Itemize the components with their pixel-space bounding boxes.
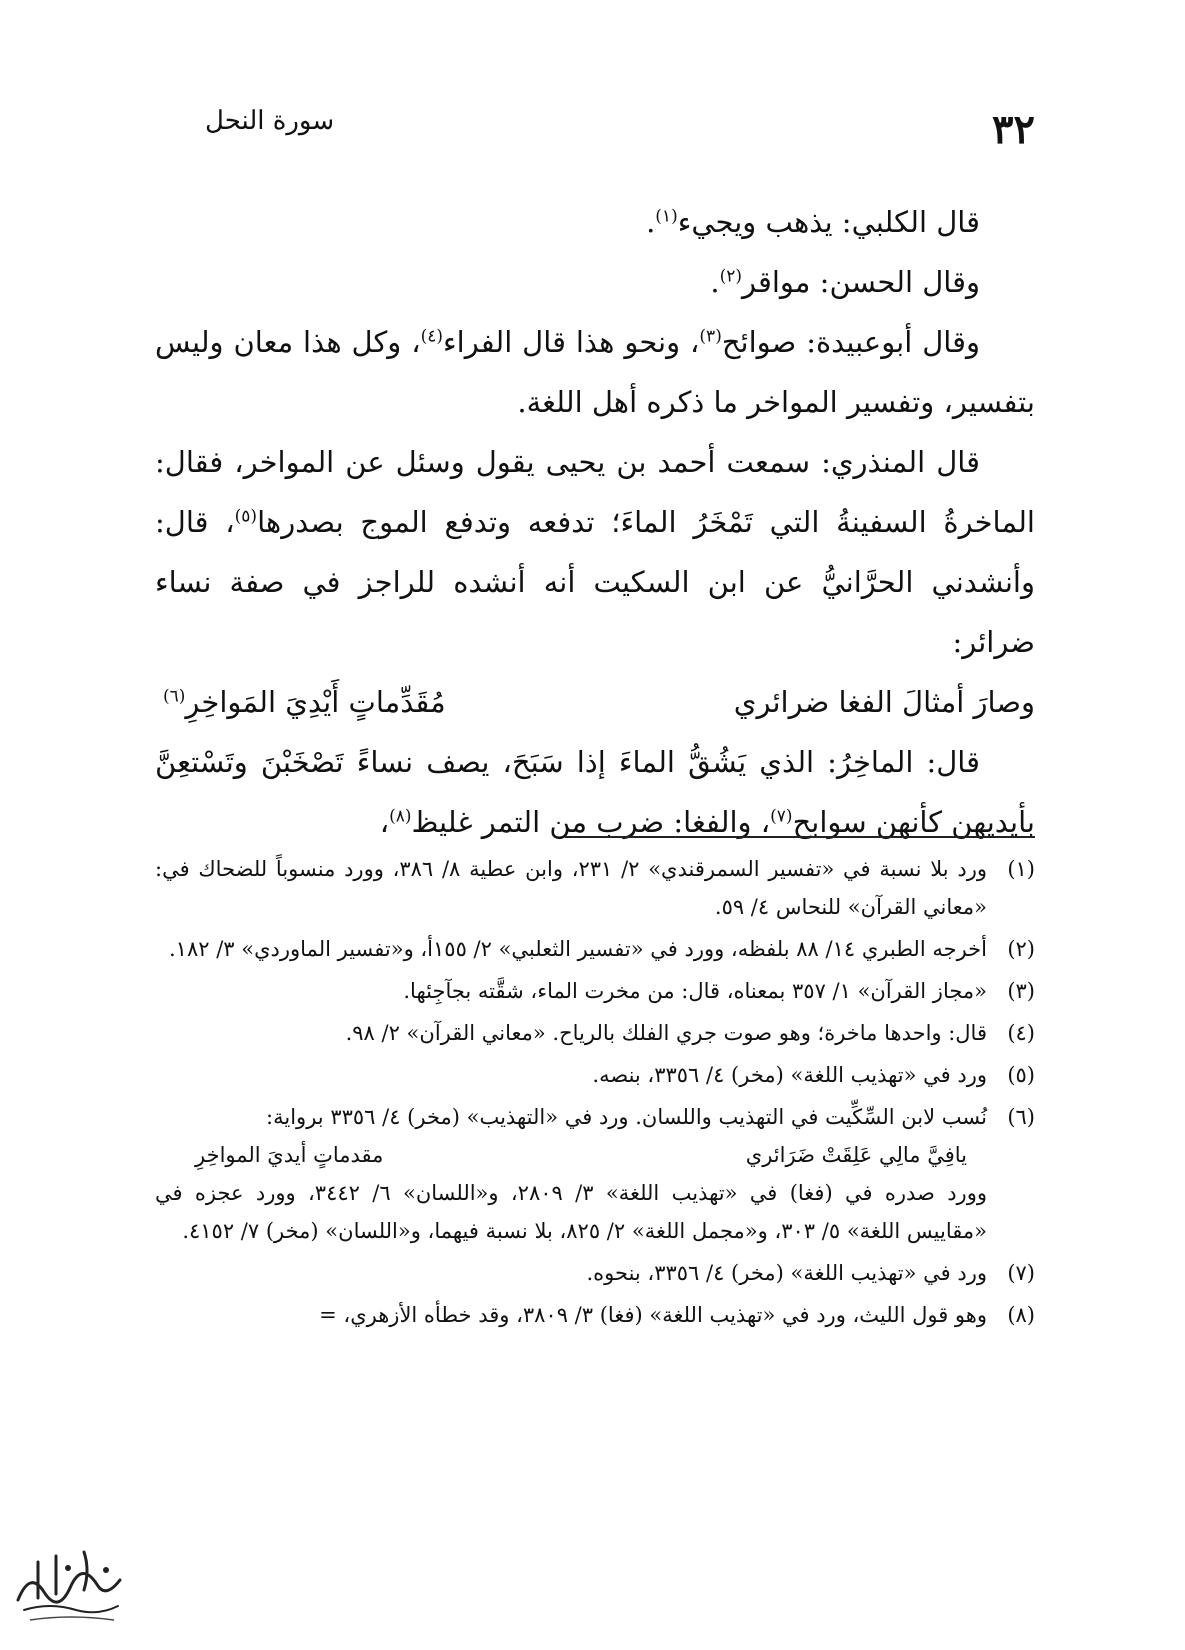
publisher-calligraphy-logo [10,1540,128,1630]
poetry-verse [155,672,1035,732]
footnote-item [155,930,1035,968]
paragraph-3: وقال أبوعبيدة: صوائح$^{(٣)}$، ونحو هذا قال الفراء$^{(٤)}$، وكل هذا معان وليس بتفسير، وتفسير المواخر ما ذكره أهل اللغة. [155,325,1035,419]
paragraph-1: قال الكلبي: يذهب ويجيء$^{(١)}$. [646,205,980,239]
footnote-number: (٤) [1007,1021,1035,1045]
footnote-ref[interactable]: (٥) [234,506,258,527]
footnote-text: وهو قول الليث، ورد في «تهذيب اللغة» (فغا) ٣/ ٣٨٠٩، وقد خطأه الأزهري، = [319,1303,987,1327]
footnote-ref[interactable]: (٧) [770,806,793,827]
footnote-item [155,850,1035,926]
footnote-text: قال: واحدها ماخرة؛ وهو صوت جري الفلك بالرياح. «معاني القرآن» ٢/ ٩٨. [345,1021,987,1045]
footnote-text: أخرجه الطبري ١٤/ ٨٨ بلفظه، وورد في «تفسير الثعلبي» ٢/ ١٥٥أ، و«تفسير الماوردي» ٣/ ١٨٢. [168,937,987,961]
footnote-item [155,1296,1035,1334]
footnote-ref[interactable]: (٢) [719,266,743,287]
footnote-item [155,1254,1035,1292]
verse-first-hemistich: وصارَ أمثالَ الفغا ضرائري [733,685,1035,719]
verse-second-hemistich: مُقَدِّماتٍ أَيْدِيَ المَواخِرِ$^{(٦)}$ [163,685,446,719]
paragraph-5: قال: الماخِرُ: الذي يَشُقُّ الماءَ إذا سَبَحَ، يصف نساءً تَصْخَبْنَ وتَسْتعِنَّ بأيديهن كأنهن سوابح$^{(٧)}$، والفغا: ضرب من التمر غليظ$^{(٨)}$، [155,745,1035,839]
page-number: ٣٢ [992,106,1035,153]
footnote-ref[interactable]: (٨) [389,806,412,827]
footnote-divider [565,836,1035,838]
footnote-number: (٢) [1007,937,1035,961]
footnote-text: «مجاز القرآن» ١/ ٣٥٧ بمعناه، قال: من مخرت الماء، شقَّته بجآجِئها. [403,979,987,1003]
footnote-ref[interactable]: (٦) [163,686,186,707]
footnote-ref[interactable]: (١) [655,206,678,227]
footnote-text: ورد بلا نسبة في «تفسير السمرقندي» ٢/ ٢٣١، وابن عطية ٨/ ٣٨٦، وورد منسوباً للضحاك في: «معاني القرآن» للنحاس ٤/ ٥٩. [155,857,987,919]
footnote-verse: يافِيَّ مالِي عَلِقَتْ ضَرَائري مقدماتٍ أيديَ المواخِرِ [195,1143,967,1167]
footnote-number: (٨) [1007,1303,1035,1327]
main-text [155,192,1035,852]
footnote-ref[interactable]: (٤) [420,326,444,347]
footnote-number: (٧) [1007,1261,1035,1285]
footnote-item [155,972,1035,1010]
footnote-number: (٦) [1007,1105,1035,1129]
running-title: سورة النحل [205,106,335,136]
footnote-text: ورد في «تهذيب اللغة» (مخر) ٤/ ٣٣٥٦، بنصه. [592,1063,987,1087]
footnote-item [155,1014,1035,1052]
footnote-item [155,1056,1035,1094]
footnote-ref[interactable]: (٣) [699,326,722,347]
paragraph-4: قال المنذري: سمعت أحمد بن يحيى يقول وسئل عن المواخر، فقال: الماخرةُ السفينةُ التي تَمْخَرُ الماءَ؛ تدفعه وتدفع الموج بصدرها$^{(٥)}$، قال: وأنشدني الحرَّانيُّ عن ابن السكيت أنه أنشده للراجز في صفة نساء ضرائر: [155,445,1035,659]
footnote-text: نُسب لابن السِّكِّيت في التهذيب واللسان. ورد في «التهذيب» (مخر) ٤/ ٣٣٥٦ برواية: يافِيَّ مالِي عَلِقَتْ ضَرَائري مقدماتٍ أيديَ المواخِرِ وورد صدره في (فغا) في «تهذيب اللغة» ٣/ ٢٨٠٩، و«اللسان» ٦/ ٣٤٤٢، وورد عجزه في «مقاييس اللغة» ٥/ ٣٠٣، و«مجمل اللغة» ٢/ ٨٢٥، بلا نسبة فيهما، و«اللسان» (مخر) ٧/ ٤١٥٢. [155,1105,987,1243]
footnote-number: (١) [1007,857,1035,881]
footnote-item [155,1098,1035,1250]
footnote-number: (٥) [1007,1063,1035,1087]
footnote-text: ورد في «تهذيب اللغة» (مخر) ٤/ ٣٣٥٦، بنحوه. [586,1261,987,1285]
footnote-number: (٣) [1007,979,1035,1003]
footnotes [155,850,1035,1338]
paragraph-2: وقال الحسن: مواقر$^{(٢)}$. [710,265,980,299]
